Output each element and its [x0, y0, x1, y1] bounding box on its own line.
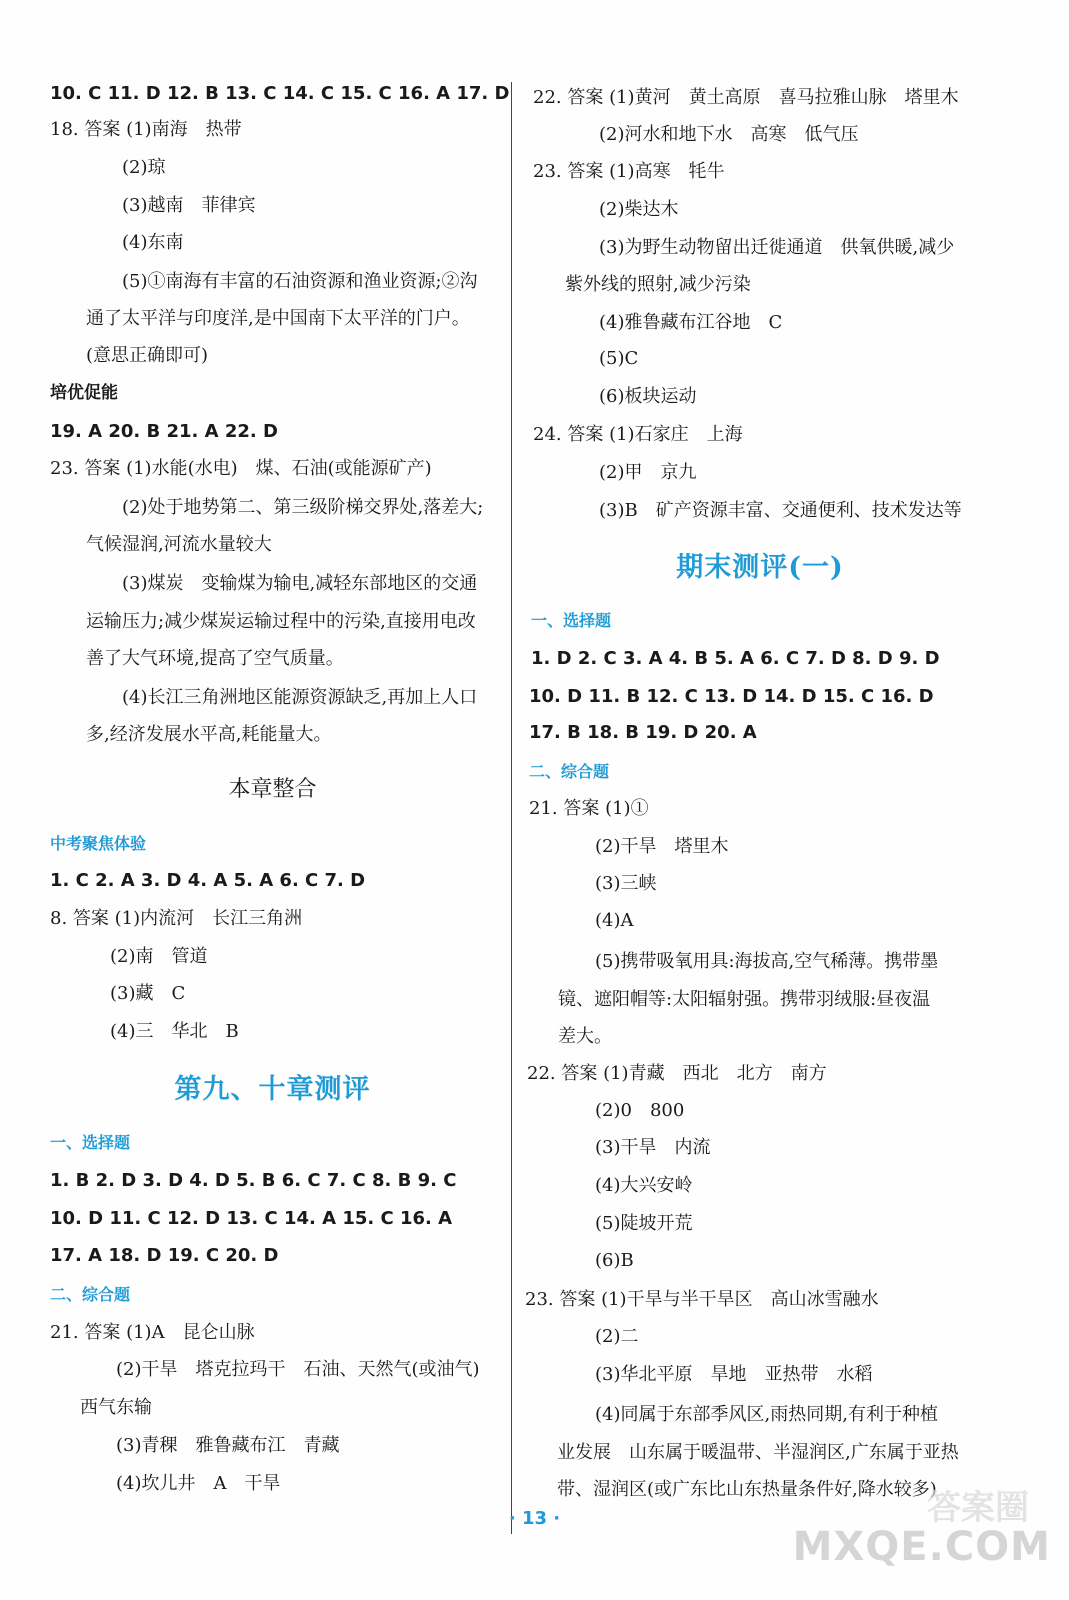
answer-line: 差大。 — [558, 1026, 612, 1047]
answer-line: 22. 答案 (1)黄河 黄土高原 喜马拉雅山脉 塔里木 — [533, 87, 959, 108]
watermark-logo: 答案圈 — [927, 1488, 1029, 1528]
answer-line: 西气东输 — [80, 1397, 152, 1418]
answer-line: (5)C — [599, 348, 639, 369]
answer-line: (6)板块运动 — [599, 386, 697, 407]
answer-line: 10. D 11. B 12. C 13. D 14. D 15. C 16. D — [529, 686, 934, 707]
answer-line: 21. 答案 (1)① — [529, 798, 649, 819]
answer-line: 23. 答案 (1)水能(水电) 煤、石油(或能源矿产) — [50, 458, 432, 479]
answer-line: 多,经济发展水平高,耗能量大。 — [86, 724, 332, 745]
answer-line: 善了大气环境,提高了空气质量。 — [86, 648, 344, 669]
test-title: 期末测评(一) — [676, 552, 844, 583]
answer-line: (4)同属于东部季风区,雨热同期,有利于种植 — [595, 1404, 938, 1425]
answer-line: (5)陡坡开荒 — [595, 1213, 693, 1234]
answer-line: (4)长江三角洲地区能源资源缺乏,再加上人口 — [122, 687, 478, 708]
answer-line: 镜、遮阳帽等:太阳辐射强。携带羽绒服:昼夜温 — [558, 989, 931, 1010]
watermark: MXQE.COM — [792, 1524, 1051, 1570]
answer-line: (3)B 矿产资源丰富、交通便利、技术发达等 — [599, 500, 962, 521]
answer-line: 10. D 11. C 12. D 13. C 14. A 15. C 16. A — [50, 1208, 453, 1229]
answer-line: 1. C 2. A 3. D 4. A 5. A 6. C 7. D — [50, 870, 366, 891]
answer-line: 紫外线的照射,减少污染 — [565, 274, 751, 295]
test-title: 第九、十章测评 — [174, 1074, 371, 1105]
answer-line: (3)干旱 内流 — [595, 1137, 711, 1158]
section-heading: 一、选择题 — [50, 1133, 131, 1152]
answer-line: 23. 答案 (1)高寒 牦牛 — [533, 161, 725, 182]
section-heading: 培优促能 — [50, 383, 118, 403]
answer-line: 通了太平洋与印度洋,是中国南下太平洋的门户。 — [86, 308, 470, 329]
answer-line: (3)藏 C — [110, 983, 186, 1004]
column-divider — [511, 82, 512, 1534]
answer-line: (2)处于地势第二、第三级阶梯交界处,落差大; — [122, 497, 484, 518]
section-heading: 二、综合题 — [50, 1285, 131, 1304]
answer-line: 10. C 11. D 12. B 13. C 14. C 15. C 16. A 17. D — [50, 83, 510, 104]
answer-line: (3)煤炭 变输煤为输电,减轻东部地区的交通 — [122, 573, 478, 594]
answer-line: (3)三峡 — [595, 873, 657, 894]
answer-line: (2)干旱 塔里木 — [595, 836, 729, 857]
answer-line: 22. 答案 (1)青藏 西北 北方 南方 — [527, 1063, 827, 1084]
answer-line: (4)三 华北 B — [110, 1021, 239, 1042]
answer-line: (4)A — [595, 910, 634, 931]
answer-line: (6)B — [595, 1250, 634, 1271]
answer-line: (2)柴达木 — [599, 199, 679, 220]
answer-line: (3)华北平原 旱地 亚热带 水稻 — [595, 1364, 873, 1385]
answer-line: 运输压力;减少煤炭运输过程中的污染,直接用电改 — [86, 611, 476, 632]
answer-line: 业发展 山东属于暖温带、半湿润区,广东属于亚热 — [557, 1442, 959, 1463]
answer-line: (2)南 管道 — [110, 946, 208, 967]
answer-line: (3)为野生动物留出迁徙通道 供氧供暖,减少 — [599, 237, 955, 258]
answer-line: (2)二 — [595, 1326, 639, 1347]
answer-line: (2)甲 京九 — [599, 462, 697, 483]
answer-line: (2)琼 — [122, 157, 166, 178]
answer-line: (4)大兴安岭 — [595, 1175, 693, 1196]
answer-line: 1. D 2. C 3. A 4. B 5. A 6. C 7. D 8. D 9. D — [531, 648, 940, 669]
chapter-summary-title: 本章整合 — [228, 777, 317, 802]
answer-line: 23. 答案 (1)干旱与半干旱区 高山冰雪融水 — [525, 1289, 879, 1310]
answer-line: (2)河水和地下水 高寒 低气压 — [599, 124, 859, 145]
answer-line: 17. A 18. D 19. C 20. D — [50, 1245, 279, 1266]
answer-line: (2)0 800 — [595, 1100, 685, 1121]
answer-line: (4)雅鲁藏布江谷地 C — [599, 312, 783, 333]
answer-line: 21. 答案 (1)A 昆仑山脉 — [50, 1322, 255, 1343]
answer-line: 气候湿润,河流水量较大 — [86, 534, 272, 555]
answer-line: 带、湿润区(或广东比山东热量条件好,降水较多) — [557, 1479, 937, 1500]
answer-line: 8. 答案 (1)内流河 长江三角洲 — [50, 908, 303, 929]
answer-line: (5)①南海有丰富的石油资源和渔业资源;②沟 — [122, 271, 478, 292]
section-heading: 中考聚焦体验 — [50, 834, 147, 853]
section-heading: 一、选择题 — [531, 611, 612, 630]
answer-line: 1. B 2. D 3. D 4. D 5. B 6. C 7. C 8. B 9. C — [50, 1170, 457, 1191]
answer-line: (2)干旱 塔克拉玛干 石油、天然气(或油气) — [116, 1359, 480, 1380]
page-number: · 13 · — [508, 1508, 561, 1529]
answer-line: (5)携带吸氧用具:海拔高,空气稀薄。携带墨 — [595, 951, 939, 972]
answer-line: 24. 答案 (1)石家庄 上海 — [533, 424, 743, 445]
answer-line: (意思正确即可) — [86, 345, 209, 366]
answer-line: (4)东南 — [122, 232, 184, 253]
answer-line: 17. B 18. B 19. D 20. A — [529, 722, 757, 743]
answer-line: 18. 答案 (1)南海 热带 — [50, 119, 242, 140]
answer-line: (3)青稞 雅鲁藏布江 青藏 — [116, 1435, 340, 1456]
answer-line: (4)坎儿井 A 干旱 — [116, 1473, 281, 1494]
answer-line: (3)越南 菲律宾 — [122, 195, 256, 216]
answer-line: 19. A 20. B 21. A 22. D — [50, 421, 278, 442]
section-heading: 二、综合题 — [529, 762, 610, 781]
